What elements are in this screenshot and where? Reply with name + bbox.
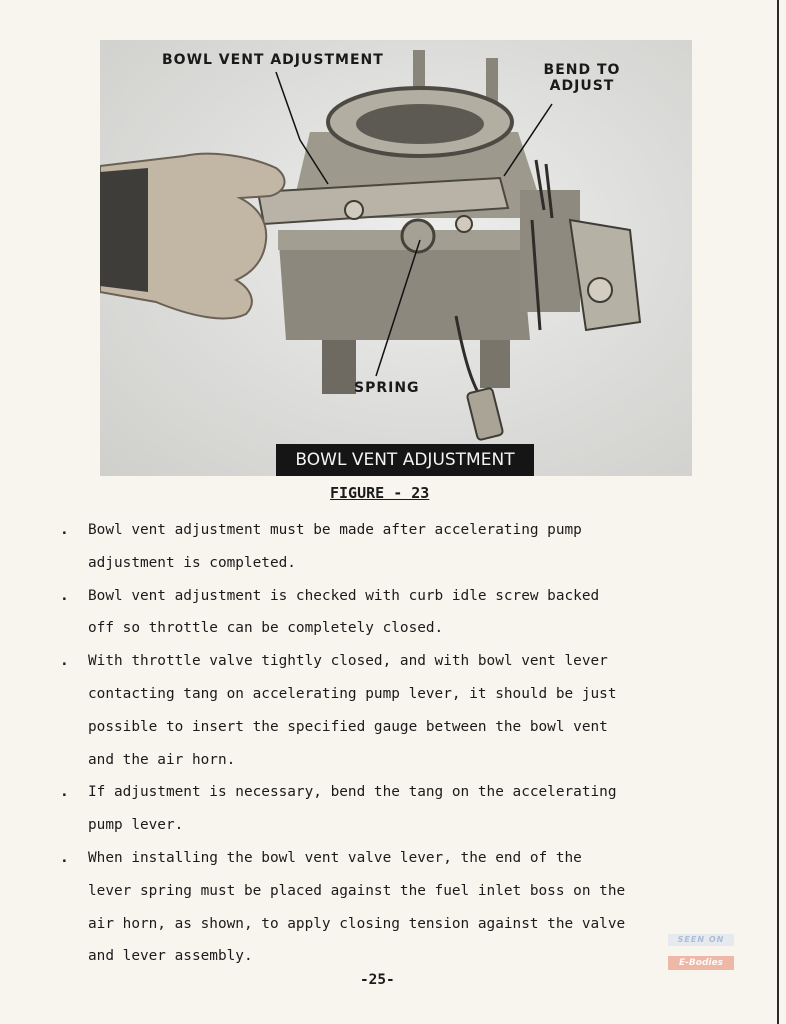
instruction-text: When installing the bowl vent valve lever, the end of the lever spring must be placed against the fuel inlet boss on the air horn, as shown, to apply closing tension against the valve and lever assembly. (88, 849, 626, 965)
watermark-top-text: SEEN ON (668, 934, 734, 946)
leader-bowl-vent (276, 72, 300, 140)
instruction-item (60, 645, 740, 776)
throttle-lever (570, 220, 640, 330)
figure-caption-bar: BOWL VENT ADJUSTMENT (276, 444, 534, 476)
bullet-point: . (60, 849, 69, 866)
callout-bowl-vent-adjustment: BOWL VENT ADJUSTMENT (162, 52, 384, 68)
callout-spring: SPRING (354, 380, 420, 396)
bullet-point: . (60, 653, 69, 670)
instruction-item (60, 514, 740, 580)
figure-number: FIGURE - 23 (330, 484, 430, 502)
instruction-item (60, 842, 740, 973)
instruction-item (60, 580, 740, 646)
instruction-text: With throttle valve tightly closed, and with bowl vent lever contacting tang on accelerating pump lever, it should be just possible to insert the specified gauge between the bowl vent and the air horn. (88, 653, 617, 768)
venturi-opening (356, 104, 484, 144)
page-edge-rule (777, 0, 779, 1024)
instruction-text: Bowl vent adjustment is checked with curb idle screw backed off so throttle can be completely closed. (88, 587, 600, 637)
carburetor-illustration (100, 40, 692, 476)
callout-bend-to-adjust: BEND TO ADJUST (543, 62, 621, 94)
lever-screw-right (456, 216, 472, 232)
instruction-list (60, 514, 740, 973)
bowl-top-edge (278, 230, 520, 250)
instruction-text: If adjustment is necessary, bend the tang on the accelerating pump lever. (88, 784, 617, 834)
sleeve (100, 168, 148, 292)
seen-on-watermark (668, 934, 734, 974)
instruction-text: Bowl vent adjustment must be made after accelerating pump adjustment is completed. (88, 522, 582, 571)
lever-screw-center (345, 201, 363, 219)
page-number: -25- (360, 972, 395, 988)
bullet-point: . (60, 587, 69, 604)
throttle-pivot (588, 278, 612, 302)
carburetor-photo (100, 40, 692, 476)
choke-connector (467, 388, 504, 441)
watermark-logo-text: E-Bodies (668, 956, 734, 970)
instruction-item (60, 776, 740, 842)
bullet-point: . (60, 784, 69, 801)
bullet-point: . (60, 522, 69, 538)
